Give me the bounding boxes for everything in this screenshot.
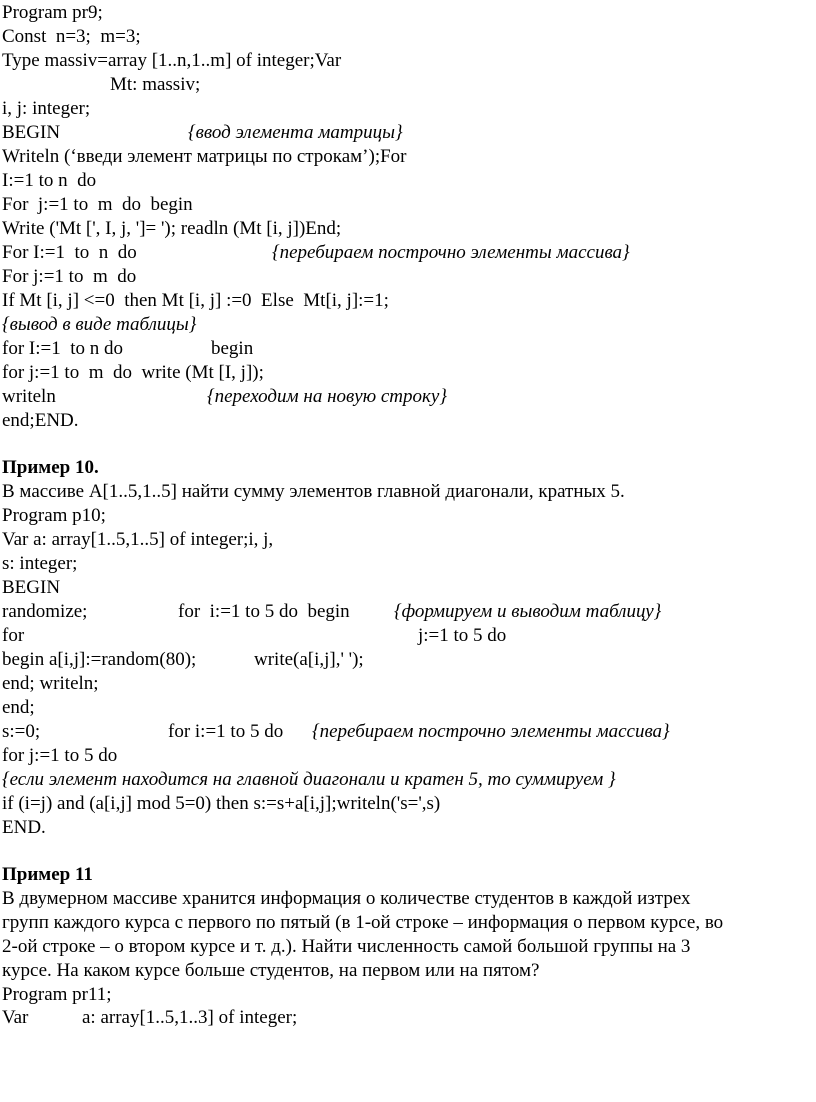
code-text: j:=1 to 5 do: [418, 625, 507, 646]
code-line: Const n=3; m=3;: [2, 26, 141, 47]
code-line: if (i=j) and (a[i,j] mod 5=0) then s:=s+a[i,j];writeln('s=',s): [2, 793, 441, 814]
code-line: end; writeln;: [2, 673, 99, 694]
code-line: [2, 121, 502, 145]
code-text: randomize;: [2, 601, 88, 622]
code-line: for j:=1 to 5 do: [2, 745, 118, 766]
task-text: В двумерном массиве хранится информация о количестве студентов в каждой изтрех: [2, 888, 691, 909]
code-line: [2, 624, 562, 648]
code-line: for j:=1 to m do write (Mt [I, j]);: [2, 362, 264, 383]
code-text: begin a[i,j]:=random(80);: [2, 649, 197, 670]
code-text: writeln: [2, 386, 56, 407]
code-comment: {перебираем построчно элементы массива}: [312, 721, 670, 742]
code-comment: {вывод в виде таблицы}: [2, 314, 197, 335]
code-text: for I:=1 to n do: [2, 338, 124, 359]
code-text: begin: [211, 338, 254, 359]
code-line: [2, 600, 702, 624]
code-comment: {если элемент находится на главной диагонали и кратен 5, то суммируем }: [2, 769, 616, 790]
code-line: s: integer;: [2, 553, 78, 574]
code-line: If Mt [i, j] <=0 then Mt [i, j] :=0 Else Mt[i, j]:=1;: [2, 290, 389, 311]
code-line: [2, 337, 402, 361]
code-comment: {формируем и выводим таблицу}: [394, 601, 662, 622]
code-line: end;: [2, 697, 35, 718]
code-line: [2, 241, 702, 265]
code-line: Writeln (‘введи элемент матрицы по строкам’);For: [2, 146, 407, 167]
code-line: [2, 1006, 422, 1030]
code-line: [2, 648, 422, 672]
code-comment: {ввод элемента матрицы}: [188, 122, 403, 143]
code-text: a: array[1..5,1..3] of integer;: [82, 1007, 298, 1028]
code-line: [2, 385, 522, 409]
code-line: Type massiv=array [1..n,1..m] of integer;Var: [2, 50, 342, 71]
task-text: групп каждого курса с первого по пятый (в 1-ой строке – информация о первом курсе, во: [2, 912, 724, 933]
code-text: BEGIN: [2, 122, 61, 143]
code-line: Mt: massiv;: [110, 74, 201, 95]
code-text: Var: [2, 1007, 29, 1028]
code-line: Var a: array[1..5,1..5] of integer;i, j,: [2, 529, 274, 550]
code-comment: {переходим на новую строку}: [207, 386, 447, 407]
code-line: I:=1 to n do: [2, 170, 97, 191]
task-text: 2-ой строке – о втором курсе и т. д.). Найти численность самой большой группы на 3: [2, 936, 691, 957]
code-line: For j:=1 to m do begin: [2, 194, 193, 215]
task-text: курсе. На каком курсе больше студентов, на первом или на пятом?: [2, 960, 540, 981]
code-text: for: [2, 625, 25, 646]
code-line: Program p10;: [2, 505, 106, 526]
example-heading: Пример 11: [2, 864, 93, 885]
code-text: s:=0;: [2, 721, 41, 742]
code-line: [2, 720, 712, 744]
code-text: for i:=1 to 5 do begin: [178, 601, 350, 622]
code-line: Program pr11;: [2, 984, 112, 1005]
code-line: END.: [2, 817, 46, 838]
code-line: BEGIN: [2, 577, 61, 598]
code-text: For I:=1 to n do: [2, 242, 137, 263]
code-text: write(a[i,j],' ');: [254, 649, 364, 670]
example-heading: Пример 10.: [2, 457, 99, 478]
code-line: Program pr9;: [2, 2, 103, 23]
code-text: for i:=1 to 5 do: [168, 721, 284, 742]
code-line: i, j: integer;: [2, 98, 91, 119]
code-line: For j:=1 to m do: [2, 266, 137, 287]
code-line: end;END.: [2, 410, 79, 431]
task-text: В массиве A[1..5,1..5] найти сумму элементов главной диагонали, кратных 5.: [2, 481, 625, 502]
code-line: Write ('Mt [', I, j, ']= '); readln (Mt [i, j])End;: [2, 218, 342, 239]
code-comment: {перебираем построчно элементы массива}: [272, 242, 630, 263]
